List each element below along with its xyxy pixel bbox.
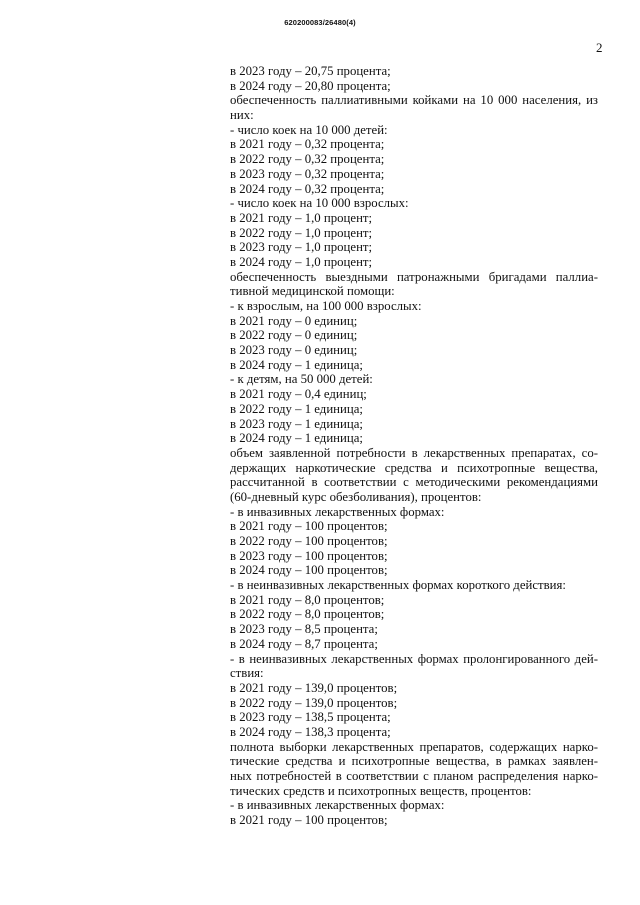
- text-line: в 2021 году – 8,0 процентов;: [230, 592, 385, 607]
- text-line: в 2021 году – 100 процентов;: [230, 813, 388, 828]
- text-line: - в инвазивных лекарственных формах:: [230, 504, 445, 519]
- text-line: в 2022 году – 0,32 процента;: [230, 152, 385, 167]
- text-line: них:: [230, 108, 254, 123]
- text-line: - число коек на 10 000 взрослых:: [230, 196, 409, 211]
- text-line: держащих наркотические средства и психотропные вещества,: [230, 460, 598, 475]
- text-line: в 2021 году – 100 процентов;: [230, 519, 388, 534]
- text-line: обеспеченность паллиативными койками на 10 000 населения, из: [230, 93, 598, 108]
- text-line: в 2023 году – 0,32 процента;: [230, 166, 385, 181]
- text-line: в 2022 году – 100 процентов;: [230, 534, 388, 548]
- text-line: в 2024 году – 1 единица;: [230, 357, 363, 372]
- text-line: тические средства и психотропные вещества, в рамках заявлен-: [230, 754, 598, 769]
- text-line: в 2021 году – 0,32 процента;: [230, 137, 385, 152]
- text-line: в 2023 году – 0 единиц;: [230, 343, 358, 358]
- text-line: в 2022 году – 139,0 процентов;: [230, 695, 398, 710]
- text-line: обеспеченность выездными патронажными бригадами паллиа-: [230, 269, 598, 284]
- text-line: в 2022 году – 1,0 процент;: [230, 225, 373, 240]
- text-line: в 2022 году – 8,0 процентов;: [230, 607, 385, 622]
- text-line: в 2023 году – 8,5 процента;: [230, 622, 378, 637]
- text-line: в 2021 году – 0 единиц;: [230, 313, 358, 328]
- text-line: в 2024 году – 8,7 процента;: [230, 636, 378, 651]
- text-line: в 2023 году – 20,75 процента;: [230, 64, 391, 78]
- text-line: в 2022 году – 1 единица;: [230, 401, 363, 416]
- text-line: в 2021 году – 0,4 единиц;: [230, 387, 367, 402]
- text-line: в 2024 году – 100 процентов;: [230, 563, 388, 578]
- text-line: - к детям, на 50 000 детей:: [230, 372, 373, 387]
- text-line: в 2023 году – 1 единица;: [230, 416, 363, 431]
- text-line: тических средств и психотропных веществ, процентов:: [230, 783, 532, 798]
- text-line: - к взрослым, на 100 000 взрослых:: [230, 299, 422, 313]
- text-line: ствия:: [230, 666, 264, 681]
- text-line: - число коек на 10 000 детей:: [230, 122, 388, 137]
- text-line: ных потребностей в соответствии с планом распределения нарко-: [230, 769, 598, 783]
- text-line: - в неинвазивных лекарственных формах пролонгированного дей-: [230, 651, 598, 666]
- text-line: - в инвазивных лекарственных формах:: [230, 798, 445, 813]
- text-line: тивной медицинской помощи:: [230, 284, 395, 299]
- document-body: [230, 64, 598, 828]
- text-line: в 2024 году – 138,3 процента;: [230, 724, 391, 739]
- text-line: в 2023 году – 100 процентов;: [230, 548, 388, 563]
- text-line: - в неинвазивных лекарственных формах короткого действия:: [230, 578, 566, 593]
- text-line: в 2024 году – 1 единица;: [230, 431, 363, 446]
- text-line: в 2021 году – 139,0 процентов;: [230, 680, 398, 695]
- text-line: в 2023 году – 1,0 процент;: [230, 240, 373, 255]
- text-line: в 2022 году – 0 единиц;: [230, 328, 358, 343]
- text-line: объем заявленной потребности в лекарственных препаратах, со-: [230, 445, 598, 460]
- text-line: в 2024 году – 1,0 процент;: [230, 254, 373, 269]
- text-line: рассчитанной в соответствии с методическими рекомендациями: [230, 475, 598, 490]
- page-number: 2: [596, 40, 603, 55]
- text-line: в 2024 году – 0,32 процента;: [230, 181, 385, 196]
- text-line: полнота выборки лекарственных препаратов, содержащих нарко-: [230, 739, 598, 754]
- text-line: в 2021 году – 1,0 процент;: [230, 210, 373, 225]
- text-line: (60-дневный курс обезболивания), процентов:: [230, 489, 482, 504]
- text-line: в 2024 году – 20,80 процента;: [230, 78, 391, 93]
- document-id: 620200083/26480(4): [284, 18, 356, 27]
- text-line: в 2023 году – 138,5 процента;: [230, 710, 391, 725]
